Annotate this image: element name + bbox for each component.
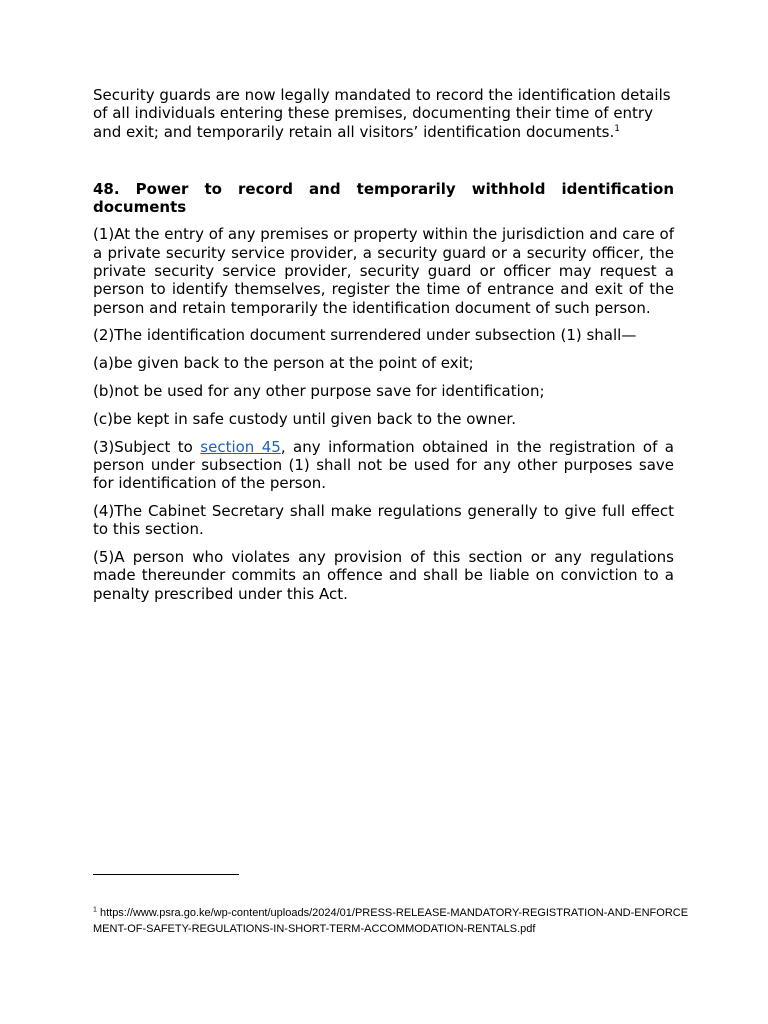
footnote-reference[interactable]: 1 bbox=[614, 123, 620, 134]
subsection-3 bbox=[93, 438, 674, 493]
footnote-marker: 1 bbox=[93, 906, 97, 914]
subsection-3-suffix: , any information obtained in the registration of a person under subsection (1) shall not be used for any other purposes save for identification of the person. bbox=[93, 437, 674, 493]
paragraph-a: (a)be given back to the person at the point of exit; bbox=[93, 354, 474, 373]
paragraph-b: (b)not be used for any other purpose save for identification; bbox=[93, 382, 545, 401]
paragraph-c: (c)be kept in safe custody until given back to the owner. bbox=[93, 409, 516, 428]
footnote-separator bbox=[93, 874, 239, 875]
subsection-4: (4)The Cabinet Secretary shall make regulations generally to give full effect to this section. bbox=[93, 502, 674, 539]
document-body bbox=[93, 86, 674, 603]
subsection-1: (1)At the entry of any premises or property within the jurisdiction and care of a private security service provider, a security guard or a security officer, the private security service provider, security guard or officer may request a person to identify themselves, register the time of entrance and exit of the person and retain temporarily the identification document of such person. bbox=[93, 225, 674, 317]
section-45-link[interactable]: section 45 bbox=[200, 437, 281, 456]
subsection-5: (5)A person who violates any provision of this section or any regulations made thereunder commits an offence and shall be liable on conviction to a penalty prescribed under this Act. bbox=[93, 548, 674, 603]
footnote bbox=[93, 905, 693, 937]
subsection-3-prefix: (3)Subject to bbox=[93, 437, 201, 456]
subsection-2: (2)The identification document surrendered under subsection (1) shall— bbox=[93, 326, 637, 345]
section-heading: 48. Power to record and temporarily withhold identification documents bbox=[93, 179, 674, 217]
intro-paragraph bbox=[93, 86, 674, 141]
footnote-url: https://www.psra.go.ke/wp-content/uploads/2024/01/PRESS-RELEASE-MANDATORY-REGISTRATION-AND-ENFORCEMENT-OF-SAFETY-REGULATIONS-IN-SHORT-TERM-ACCOMMODATION-RENTALS.pdf bbox=[93, 907, 689, 935]
intro-text: Security guards are now legally mandated to record the identification details of all individuals entering these premises, documenting their time of entry and exit; and temporarily retain all visitors’ identification documents. bbox=[93, 86, 671, 141]
